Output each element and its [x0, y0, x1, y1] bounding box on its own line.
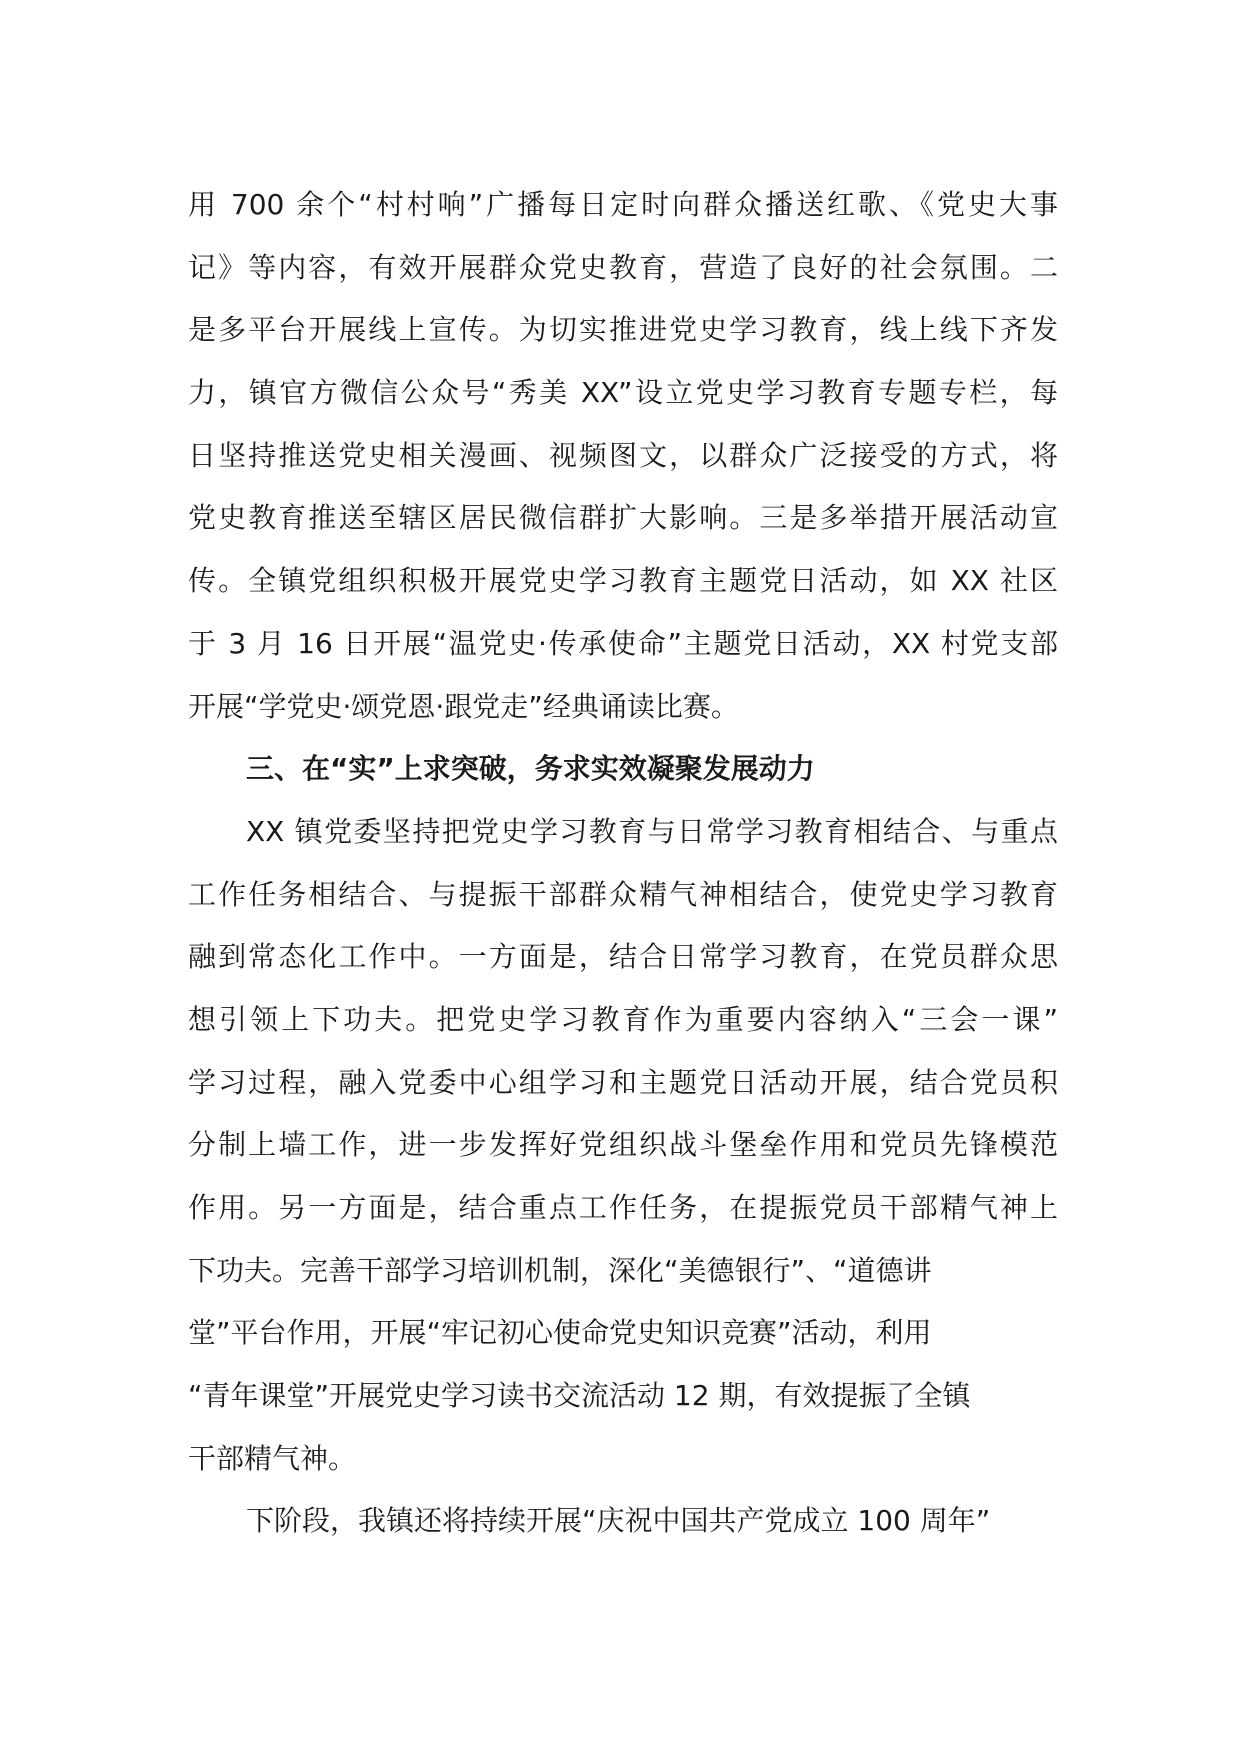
text-line: 记》等内容，有效开展群众党史教育，营造了良好的社会氛围。二: [188, 250, 1058, 284]
text-line: 干部精气神。: [188, 1441, 357, 1475]
text-line: 工作任务相结合、与提振干部群众精气神相结合，使党史学习教育: [188, 877, 1058, 911]
text-line: “青年课堂”开展党史学习读书交流活动 12 期，有效提振了全镇: [188, 1379, 971, 1413]
text-line: 分制上墙工作，进一步发挥好党组织战斗堡垒作用和党员先锋模范: [188, 1128, 1058, 1162]
text-line: 是多平台开展线上宣传。为切实推进党史学习教育，线上线下齐发: [188, 313, 1058, 347]
document-body: [188, 174, 1058, 1553]
text-line: 下功夫。完善干部学习培训机制，深化“美德银行”、“道德讲: [188, 1253, 932, 1287]
text-line: 作用。另一方面是，结合重点工作任务，在提振党员干部精气神上: [188, 1191, 1058, 1224]
text-line: 日坚持推送党史相关漫画、视频图文，以群众广泛接受的方式，将: [188, 438, 1058, 472]
section-heading: 三、在“实”上求突破，务求实效凝聚发展动力: [246, 752, 815, 786]
text-line: 学习过程，融入党委中心组学习和主题党日活动开展，结合党员积: [188, 1065, 1058, 1099]
text-line: 力，镇官方微信公众号“秀美 XX”设立党史学习教育专题专栏，每: [188, 376, 1058, 410]
text-line: 下阶段，我镇还将持续开展“庆祝中国共产党成立 100 周年”: [246, 1504, 991, 1538]
text-line: XX 镇党委坚持把党史学习教育与日常学习教育相结合、与重点: [246, 814, 1058, 848]
text-line: 用 700 余个“村村响”广播每日定时向群众播送红歌、《党史大事: [188, 188, 1058, 221]
text-line: 想引领上下功夫。把党史学习教育作为重要内容纳入“三会一课”: [188, 1002, 1058, 1036]
text-line: 党史教育推送至辖区居民微信群扩大影响。三是多举措开展活动宣: [188, 501, 1058, 535]
text-line: 开展“学党史·颂党恩·跟党走”经典诵读比赛。: [188, 689, 739, 723]
text-line: 于 3 月 16 日开展“温党史·传承使命”主题党日活动，XX 村党支部: [188, 626, 1058, 660]
text-line: 堂”平台作用，开展“牢记初心使命党史知识竞赛”活动，利用: [188, 1316, 932, 1350]
text-line: 融到常态化工作中。一方面是，结合日常学习教育，在党员群众思: [188, 940, 1058, 974]
text-line: 传。全镇党组织积极开展党史学习教育主题党日活动，如 XX 社区: [188, 564, 1058, 598]
